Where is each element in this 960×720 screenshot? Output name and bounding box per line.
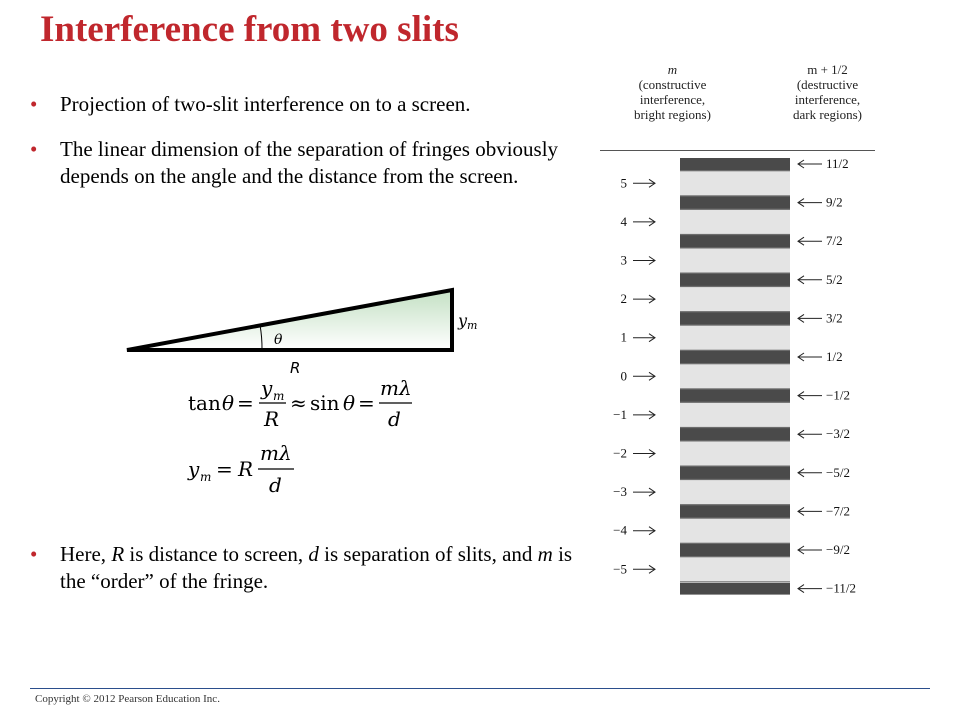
bullet-3-text: Here, R is distance to screen, d is separation of slits, and m is the “order” of the fringe. — [60, 542, 573, 593]
dark-fringe — [680, 544, 790, 556]
bright-order-label: 2 — [620, 291, 627, 307]
dark-order-label: −7/2 — [826, 503, 850, 519]
dark-fringe — [680, 467, 790, 479]
dark-fringe — [680, 312, 790, 324]
svg-text:m: m — [273, 389, 285, 403]
bright-order-label: −4 — [613, 522, 627, 538]
equation-tan-sin — [180, 372, 420, 432]
svg-text:=: = — [237, 391, 254, 415]
bright-fringe — [680, 171, 790, 195]
svg-text:θ: θ — [222, 391, 235, 415]
svg-text:θ: θ — [343, 391, 356, 415]
bullet-2-text: The linear dimension of the separation of fringes obviously depends on the angle and the distance from the screen. — [60, 137, 559, 188]
bright-order-label: −3 — [613, 484, 627, 500]
theta-label: θ — [274, 332, 283, 348]
bright-fringe — [680, 249, 790, 273]
copyright: Copyright © 2012 Pearson Education Inc. — [35, 693, 220, 705]
bright-order-label: −5 — [613, 561, 627, 577]
dark-fringe — [680, 235, 790, 247]
dark-fringe — [680, 583, 790, 595]
svg-text:d: d — [388, 407, 401, 431]
dark-order-label: −3/2 — [826, 426, 850, 442]
dark-order-label: 7/2 — [826, 233, 843, 249]
dark-order-label: 3/2 — [826, 310, 843, 326]
triangle-shape — [127, 290, 452, 350]
bright-order-label: −1 — [613, 406, 627, 422]
dark-order-label: −5/2 — [826, 464, 850, 480]
dark-fringe — [680, 351, 790, 363]
svg-text:mλ: mλ — [380, 376, 412, 400]
bullet-marker: • — [30, 542, 38, 566]
bright-fringe — [680, 519, 790, 543]
slide-title: Interference from two slits — [40, 9, 459, 50]
dark-order-label: −1/2 — [826, 387, 850, 403]
bright-fringe — [680, 442, 790, 466]
dark-fringe — [680, 390, 790, 402]
bright-order-label: 0 — [620, 368, 627, 384]
svg-text:d: d — [269, 473, 282, 497]
bullet-1-text: Projection of two-slit interference on to a screen. — [60, 92, 471, 116]
bright-fringe — [680, 480, 790, 504]
bullet-marker: • — [30, 92, 38, 116]
dark-order-label: 9/2 — [826, 194, 843, 210]
ym-label: ym — [458, 311, 478, 332]
bright-fringe — [680, 403, 790, 427]
svg-text:≈: ≈ — [290, 391, 307, 415]
dark-order-label: 5/2 — [826, 271, 843, 287]
bright-order-label: 3 — [620, 252, 627, 268]
bright-fringe — [680, 287, 790, 311]
bright-order-label: 4 — [620, 213, 627, 229]
footer-rule — [30, 688, 930, 689]
bright-order-label: 5 — [620, 175, 627, 191]
dark-header: m + 1/2 (destructive interference, dark regions) — [793, 62, 862, 122]
bright-fringe — [680, 210, 790, 234]
bright-fringe — [680, 557, 790, 581]
bright-fringe — [680, 364, 790, 388]
svg-text:y: y — [188, 457, 200, 481]
svg-text:sin: sin — [310, 391, 340, 415]
svg-text:=: = — [358, 391, 375, 415]
fringe-pattern-panel — [600, 62, 890, 596]
dark-fringe — [680, 428, 790, 440]
svg-text:mλ: mλ — [260, 441, 292, 465]
dark-fringe — [680, 274, 790, 286]
svg-text:=: = — [216, 457, 233, 481]
R-label: R — [290, 359, 301, 377]
svg-text:tan: tan — [188, 391, 221, 415]
svg-text:R: R — [264, 407, 280, 431]
dark-order-label: −11/2 — [826, 580, 856, 596]
dark-fringe — [680, 158, 790, 170]
bright-fringe — [680, 326, 790, 350]
svg-text:m: m — [200, 470, 212, 484]
dark-order-label: 1/2 — [826, 349, 843, 364]
dark-fringe — [680, 505, 790, 517]
fringe-image — [600, 62, 890, 596]
dark-order-label: −9/2 — [826, 542, 850, 557]
svg-text:y: y — [261, 376, 273, 400]
dark-fringe — [680, 197, 790, 209]
bright-header: m (constructive interference, bright regions) — [634, 62, 711, 122]
dark-order-label: 11/2 — [826, 156, 849, 171]
bright-order-label: 1 — [620, 329, 627, 345]
equation-ym — [180, 440, 320, 500]
bullet-marker: • — [30, 137, 38, 161]
svg-text:R: R — [238, 457, 254, 481]
bright-order-label: −2 — [613, 445, 627, 461]
